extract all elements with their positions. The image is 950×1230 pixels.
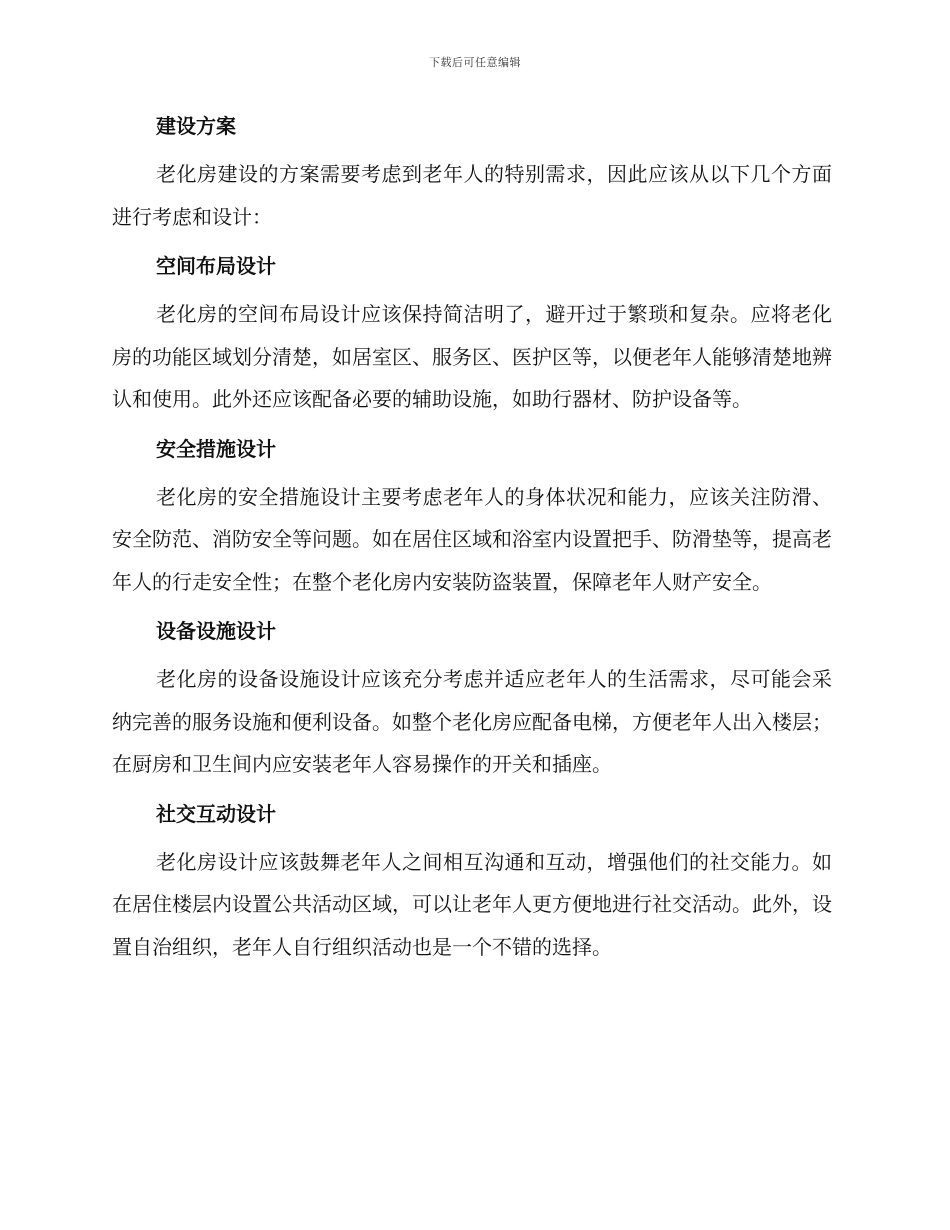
section-equipment-facilities	[112, 611, 832, 786]
section-paragraph: 老化房的设备设施设计应该充分考虑并适应老年人的生活需求，尽可能会采纳完善的服务设施和便利设备。如整个老化房应配备电梯，方便老年人出入楼层；在厨房和卫生间内应安装老年人容易操作的开关和插座。	[112, 667, 832, 776]
section-paragraph: 老化房的空间布局设计应该保持简洁明了，避开过于繁琐和复杂。应将老化房的功能区域划分清楚，如居室区、服务区、医护区等，以便老年人能够清楚地辨认和使用。此外还应该配备必要的辅助设施，如助行器材、防护设备等。	[112, 302, 832, 411]
page-header: 下载后可任意编辑	[429, 56, 521, 69]
section-paragraph: 老化房的安全措施设计主要考虑老年人的身体状况和能力，应该关注防滑、安全防范、消防安全等问题。如在居住区域和浴室内设置把手、防滑垫等，提高老年人的行走安全性；在整个老化房内安装防盗装置，保障老年人财产安全。	[112, 484, 832, 594]
section-safety-measures	[112, 429, 832, 604]
section-heading: 社交互动设计	[156, 801, 276, 826]
section-paragraph: 老化房建设的方案需要考虑到老年人的特别需求，因此应该从以下几个方面进行考虑和设计：	[112, 162, 832, 229]
section-heading: 设备设施设计	[156, 619, 276, 643]
section-construction-plan	[112, 106, 832, 238]
section-heading: 空间布局设计	[156, 254, 276, 278]
section-heading: 安全措施设计	[156, 436, 276, 461]
section-social-interaction	[112, 794, 832, 969]
section-paragraph: 老化房设计应该鼓舞老年人之间相互沟通和互动，增强他们的社交能力。如在居住楼层内设置公共活动区域，可以让老年人更方便地进行社交活动。此外，设置自治组织，老年人自行组织活动也是一个不错的选择。	[112, 849, 832, 959]
section-heading: 建设方案	[156, 114, 236, 138]
section-space-layout	[112, 246, 832, 421]
document-body	[112, 106, 832, 976]
